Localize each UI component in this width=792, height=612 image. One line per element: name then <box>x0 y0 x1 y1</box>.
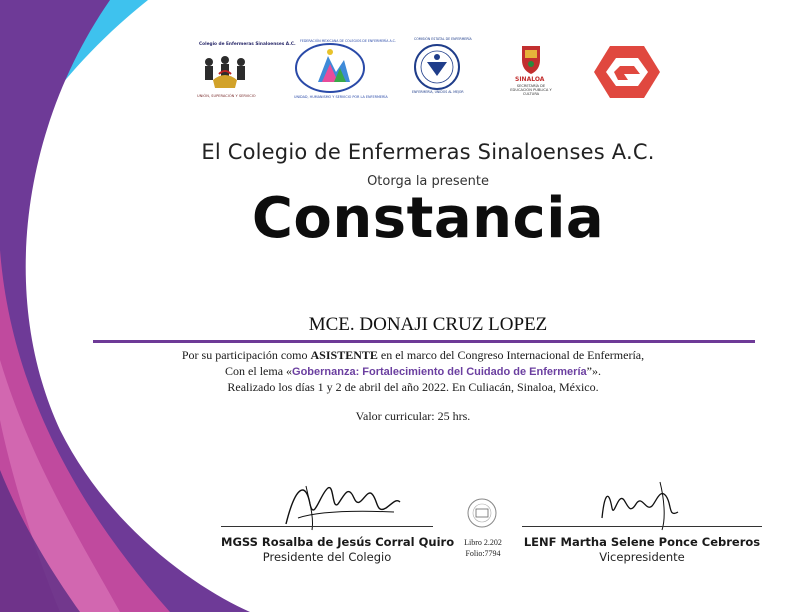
organization-name: El Colegio de Enfermeras Sinaloenses A.C. <box>201 140 655 164</box>
logo-caption-top: FEDERACIÓN MEXICANA DE COLEGIOS DE ENFERMERÍA A.C. <box>300 39 396 43</box>
name-divider <box>93 340 755 343</box>
comision-emblem-icon <box>412 42 462 92</box>
logos-row <box>190 37 670 102</box>
logo-caption-bottom: SECRETARÍA DE EDUCACIÓN PÚBLICA Y CULTURA <box>510 84 552 97</box>
certificate-body <box>0 348 792 396</box>
signatory-1-name: MGSS Rosalba de Jesús Corral Quiro <box>221 535 455 549</box>
registry-info <box>455 537 511 559</box>
registry-folio: Folio:7794 <box>465 549 501 558</box>
body-line-2: Con el lema «Gobernanza: Fortalecimiento del Cuidado de Enfermería”». <box>225 363 601 378</box>
body-line-3: Realizado los días 1 y 2 de abril del año 2022. En Culiacán, Sinaloa, México. <box>227 380 599 394</box>
event-motto: Gobernanza: Fortalecimiento del Cuidado de Enfermería <box>292 365 587 378</box>
signatory-2-name: LENF Martha Selene Ponce Cebreros <box>523 535 761 549</box>
award-subtitle: Otorga la presente <box>367 174 489 189</box>
registry-book: Libro 2.202 <box>464 538 502 547</box>
nurse-group-icon <box>195 48 255 92</box>
red-angular-emblem-icon <box>594 44 660 100</box>
logo-caption-top: SINALOA <box>515 76 545 83</box>
signature-1-handwriting <box>276 474 406 534</box>
sinaloa-crest-icon <box>508 42 554 76</box>
sinaloa-sepyc-logo <box>508 42 554 102</box>
red-angular-logo <box>594 44 660 100</box>
colegio-enfermeras-logo <box>195 42 296 100</box>
certificate-title: Constancia <box>251 186 605 251</box>
federacion-emblem-icon <box>288 42 372 98</box>
participant-role: ASISTENTE <box>310 348 378 362</box>
logo-caption-bottom: UNIÓN, SUPERACIÓN Y SERVICIO <box>197 94 256 98</box>
signature-2-line <box>522 526 762 527</box>
curricular-value: Valor curricular: 25 hrs. <box>355 409 471 423</box>
logo-caption-bottom: UNIDAD, HUMANISMO Y SERVICIO POR LA ENFERMERÍA <box>294 95 388 99</box>
comision-enfermeria-logo <box>412 37 472 96</box>
logo-caption-bottom: ENFERMERÍA, UNIDOS AL MEJOR <box>412 90 464 94</box>
signatory-1-role: Presidente del Colegio <box>262 550 392 564</box>
logo-caption-top: Colegio de Enfermeras Sinaloenses A.C. <box>199 42 296 47</box>
college-seal-icon <box>462 496 502 530</box>
logo-caption-top: COMISIÓN ESTATAL DE ENFERMERÍA <box>414 37 472 41</box>
recipient-name: MCE. DONAJI CRUZ LOPEZ <box>308 314 548 335</box>
federacion-colegios-logo <box>288 39 396 102</box>
signature-1-line <box>221 526 433 527</box>
signatory-2-role: Vicepresidente <box>599 550 685 564</box>
body-line-1: Por su participación como ASISTENTE en el marco del Congreso Internacional de Enfermería, <box>181 348 645 362</box>
